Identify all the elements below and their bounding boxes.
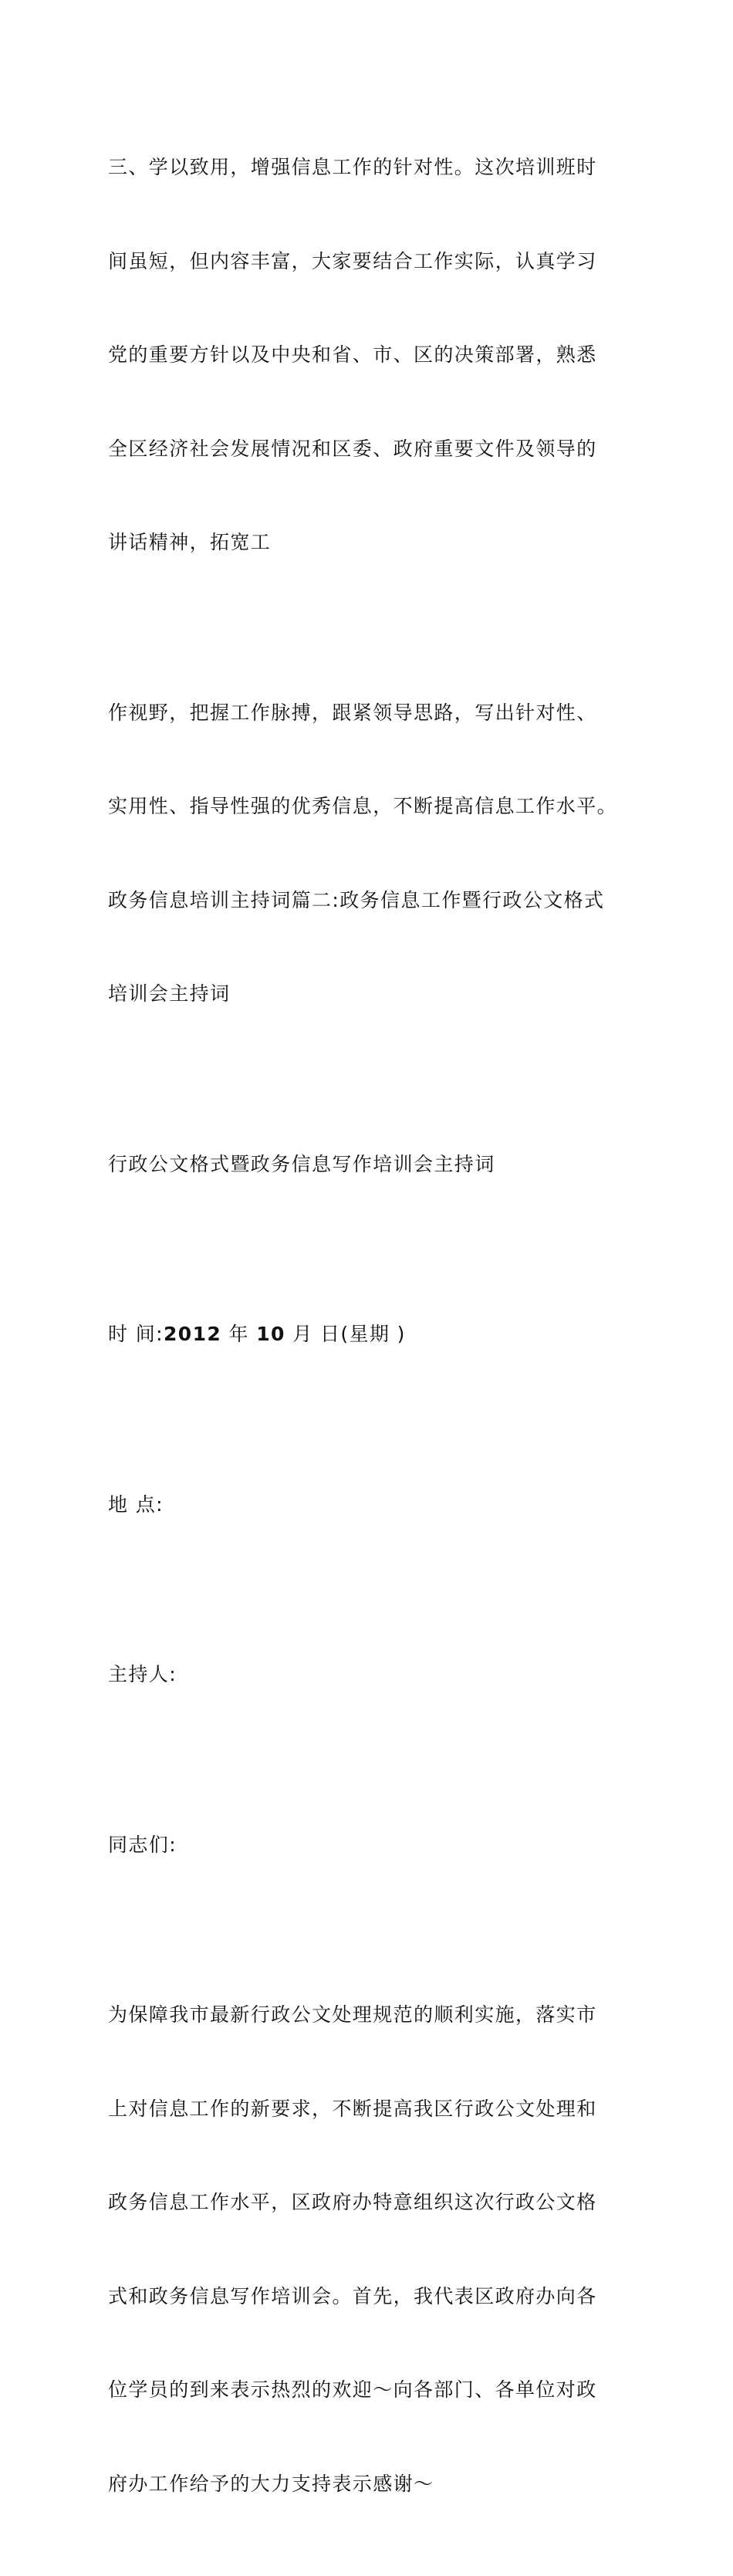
paragraph-opening-remarks xyxy=(108,1937,633,2562)
text-line: 位学员的到来表示热烈的欢迎～向各部门、各单位对政 xyxy=(108,2378,597,2401)
text-line: 政务信息培训主持词篇二:政务信息工作暨行政公文格式 xyxy=(108,888,605,911)
text-line: 地 点: xyxy=(108,1493,164,1516)
meeting-host xyxy=(108,1597,633,1753)
text-line: 党的重要方针以及中央和省、市、区的决策部署，熟悉 xyxy=(108,343,597,366)
meeting-location xyxy=(108,1427,633,1584)
text-line xyxy=(108,1319,633,1351)
text-line: 式和政务信息写作培训会。首先，我代表区政府办向各 xyxy=(108,2284,597,2307)
text-line: 全区经济社会发展情况和区委、政府重要文件及领导的 xyxy=(108,437,597,460)
text-line: 培训会主持词 xyxy=(108,982,231,1005)
time-label: 时 间: xyxy=(108,1323,164,1345)
text-line: 为保障我市最新行政公文处理规范的顺利实施，落实市 xyxy=(108,2003,597,2026)
text-line: 实用性、指导性强的优秀信息，不断提高信息工作水平。 xyxy=(108,795,618,817)
text-line: 作视野，把握工作脉搏，跟紧领导思路，写出针对性、 xyxy=(108,701,597,724)
text-line: 间虽短，但内容丰富，大家要结合工作实际，认真学习 xyxy=(108,249,597,272)
paragraph-work-vision xyxy=(108,635,633,1073)
text-line: 政务信息工作水平，区政府办特意组织这次行政公文格 xyxy=(108,2191,597,2213)
document-subtitle xyxy=(108,1087,633,1243)
text-line: 行政公文格式暨政务信息写作培训会主持词 xyxy=(108,1152,495,1175)
document-body xyxy=(108,90,633,2576)
text-line: 同志们: xyxy=(108,1833,177,1856)
time-rest: 月 日(星期 ) xyxy=(285,1323,406,1345)
text-line: 府办工作给予的大力支持表示感谢～ xyxy=(108,2472,434,2495)
time-year: 2012 xyxy=(163,1323,222,1345)
text-line: 讲话精神，拓宽工 xyxy=(108,531,272,553)
paragraph-study-application xyxy=(108,90,633,621)
time-month: 10 xyxy=(256,1323,285,1345)
text-line: 三、学以致用，增强信息工作的针对性。这次培训班时 xyxy=(108,156,597,178)
text-line: 上对信息工作的新要求，不断提高我区行政公文处理和 xyxy=(108,2097,597,2120)
text-line: 主持人: xyxy=(108,1663,177,1685)
meeting-time xyxy=(108,1256,633,1413)
time-year-unit: 年 xyxy=(221,1323,257,1345)
salutation xyxy=(108,1767,633,1924)
